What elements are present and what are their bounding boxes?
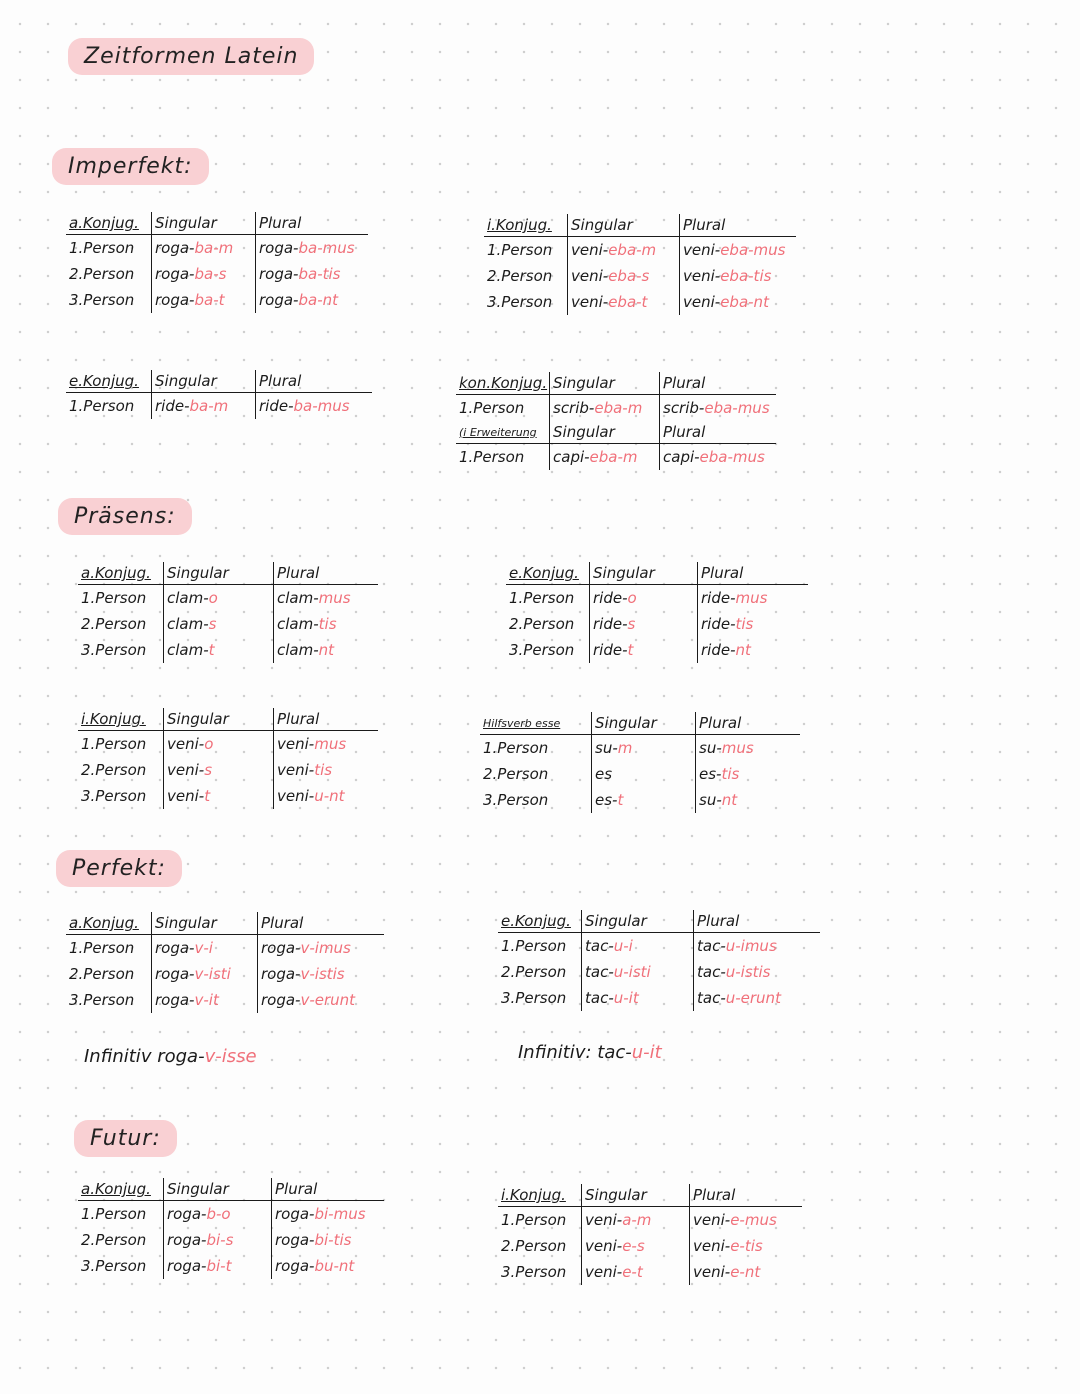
- conjugation-label: a.Konjug.: [81, 1180, 151, 1198]
- singular-ending: e-s: [622, 1237, 645, 1255]
- plural-ending: ba-mus: [293, 397, 350, 415]
- table-row: [66, 261, 368, 287]
- person-label: 2.Person: [81, 615, 147, 633]
- conjugation-label: e.Konjug.: [69, 372, 139, 390]
- table-row: [498, 985, 820, 1011]
- conjugation-label: a.Konjug.: [69, 914, 139, 932]
- singular-stem: roga-: [155, 239, 195, 257]
- person-label: 2.Person: [69, 265, 135, 283]
- person-label: 1.Person: [483, 739, 549, 757]
- person-label: 1.Person: [81, 1205, 147, 1223]
- plural-ending: mus: [735, 589, 768, 607]
- singular-stem: ride-: [593, 641, 628, 659]
- table-header: [66, 912, 384, 935]
- plural-ending: tis: [318, 615, 337, 633]
- plural-stem: veni-: [693, 1237, 731, 1255]
- person-label: 2.Person: [69, 965, 135, 983]
- table-header: [66, 370, 372, 393]
- plural-stem: veni-: [683, 267, 721, 285]
- singular-ending: eba-s: [608, 267, 650, 285]
- plural-ending: e-tis: [730, 1237, 763, 1255]
- person-label: 2.Person: [483, 765, 549, 783]
- table-row: [78, 611, 378, 637]
- plural-stem: veni-: [277, 787, 315, 805]
- plural-header: Plural: [697, 912, 740, 930]
- plural-stem: roga-: [261, 939, 301, 957]
- singular-ending: m: [617, 739, 633, 757]
- conjugation-label: a.Konjug.: [81, 564, 151, 582]
- singular-stem: capi-: [553, 448, 590, 466]
- person-label: 1.Person: [69, 939, 135, 957]
- singular-ending: u-i: [613, 937, 633, 955]
- singular-header: Singular: [585, 912, 647, 930]
- conjugation-label: e.Konjug.: [509, 564, 579, 582]
- singular-ending: u-it: [613, 989, 639, 1007]
- table-row: [456, 444, 776, 470]
- table-row: [66, 235, 368, 261]
- plural-header: Plural: [683, 216, 726, 234]
- person-label: 1.Person: [459, 448, 525, 466]
- conjugation-label: kon.Konjug.: [459, 374, 548, 392]
- table-imperfekt-kon-konjugation: [456, 372, 776, 470]
- table-row: [498, 959, 820, 985]
- table-row: [66, 393, 372, 419]
- singular-stem: roga-: [155, 291, 195, 309]
- table-row: [78, 1227, 384, 1253]
- singular-stem: clam-: [167, 615, 209, 633]
- person-label: 1.Person: [69, 397, 135, 415]
- plural-ending: eba-mus: [699, 448, 765, 466]
- heading-praesens: Präsens:: [58, 498, 192, 535]
- table-row: [484, 263, 796, 289]
- table-row: [78, 783, 378, 809]
- plural-ending: tis: [721, 765, 740, 783]
- table-row: [78, 731, 378, 757]
- singular-header: Singular: [553, 423, 615, 441]
- plural-ending: bi-mus: [314, 1205, 366, 1223]
- plural-stem: ride-: [701, 641, 736, 659]
- table-header: [506, 562, 808, 585]
- conjugation-label: e.Konjug.: [501, 912, 571, 930]
- table-row: [506, 637, 808, 663]
- singular-header: Singular: [553, 374, 615, 392]
- plural-stem: ride-: [701, 615, 736, 633]
- singular-stem: roga-: [155, 991, 195, 1009]
- plural-header: Plural: [277, 564, 320, 582]
- singular-stem: scrib-: [553, 399, 595, 417]
- plural-ending: eba-tis: [720, 267, 772, 285]
- singular-stem: veni-: [571, 293, 609, 311]
- person-label: 1.Person: [459, 399, 525, 417]
- singular-ending: t: [617, 791, 624, 809]
- plural-stem: veni-: [693, 1263, 731, 1281]
- plural-stem: scrib-: [663, 399, 705, 417]
- plural-stem: capi-: [663, 448, 700, 466]
- plural-stem: es-: [699, 765, 722, 783]
- plural-ending: nt: [318, 641, 335, 659]
- table-imperfekt-i-konjugation: [484, 214, 796, 315]
- plural-stem: su-: [699, 739, 722, 757]
- plural-header: Plural: [663, 374, 706, 392]
- singular-ending: eba-m: [589, 448, 638, 466]
- table-perfekt-a-konjugation: [66, 912, 384, 1013]
- plural-ending: eba-mus: [720, 241, 786, 259]
- infinitive-ending: u-it: [631, 1042, 662, 1063]
- singular-stem: veni-: [571, 267, 609, 285]
- singular-ending: s: [627, 615, 636, 633]
- plural-ending: e-mus: [730, 1211, 777, 1229]
- plural-header: Plural: [259, 214, 302, 232]
- plural-stem: ride-: [701, 589, 736, 607]
- table-praesens-e-konjugation: [506, 562, 808, 663]
- table-praesens-a-konjugation: [78, 562, 378, 663]
- person-label: 1.Person: [81, 589, 147, 607]
- infinitive-ending: v-isse: [204, 1046, 257, 1067]
- plural-stem: roga-: [275, 1257, 315, 1275]
- plural-header: Plural: [261, 914, 304, 932]
- singular-ending: ba-s: [194, 265, 227, 283]
- plural-stem: veni-: [683, 293, 721, 311]
- singular-stem: su-: [595, 739, 618, 757]
- singular-stem: roga-: [155, 939, 195, 957]
- table-header: [484, 214, 796, 237]
- infinitive-a-konjugation: [84, 1046, 257, 1067]
- singular-stem: tac-: [585, 989, 614, 1007]
- plural-stem: veni-: [693, 1211, 731, 1229]
- singular-ending: t: [208, 641, 215, 659]
- table-row: [480, 761, 800, 787]
- singular-stem: tac-: [585, 937, 614, 955]
- page-title: Zeitformen Latein: [68, 38, 314, 75]
- conjugation-label: i.Konjug.: [501, 1186, 566, 1204]
- plural-ending: bi-tis: [314, 1231, 352, 1249]
- person-label: 3.Person: [487, 293, 553, 311]
- table-header-extension: [456, 421, 776, 444]
- plural-ending: mus: [721, 739, 754, 757]
- singular-stem: veni-: [585, 1263, 623, 1281]
- table-futur-a-konjugation: [78, 1178, 384, 1279]
- plural-ending: eba-mus: [704, 399, 770, 417]
- person-label: 1.Person: [487, 241, 553, 259]
- table-row: [480, 787, 800, 813]
- table-imperfekt-e-konjugation: [66, 370, 372, 419]
- infinitive-label: Infinitiv: [84, 1046, 152, 1067]
- singular-ending: ba-m: [189, 397, 229, 415]
- table-header: [78, 1178, 384, 1201]
- table-row: [78, 757, 378, 783]
- person-label: 2.Person: [501, 963, 567, 981]
- person-label: 3.Person: [509, 641, 575, 659]
- plural-stem: roga-: [259, 291, 299, 309]
- singular-stem: clam-: [167, 589, 209, 607]
- plural-stem: tac-: [697, 937, 726, 955]
- plural-ending: mus: [314, 735, 347, 753]
- singular-ending: ba-m: [194, 239, 234, 257]
- singular-header: Singular: [593, 564, 655, 582]
- table-row: [480, 735, 800, 761]
- singular-stem: veni-: [571, 241, 609, 259]
- plural-header: Plural: [699, 714, 742, 732]
- table-header: [78, 708, 378, 731]
- singular-ending: eba-m: [608, 241, 657, 259]
- table-header: [66, 212, 368, 235]
- heading-imperfekt: Imperfekt:: [52, 148, 209, 185]
- infinitive-label: Infinitiv:: [518, 1042, 592, 1063]
- plural-ending: nt: [735, 641, 751, 659]
- singular-ending: o: [627, 589, 637, 607]
- person-label: 1.Person: [81, 735, 147, 753]
- singular-header: Singular: [571, 216, 633, 234]
- singular-ending: bi-t: [206, 1257, 232, 1275]
- singular-header: Singular: [595, 714, 657, 732]
- table-row: [498, 1233, 802, 1259]
- singular-ending: v-isti: [194, 965, 231, 983]
- singular-ending: eba-t: [608, 293, 648, 311]
- plural-stem: ride-: [259, 397, 294, 415]
- plural-ending: eba-nt: [720, 293, 769, 311]
- person-label: 1.Person: [501, 937, 567, 955]
- infinitive-e-konjugation: [518, 1042, 662, 1063]
- plural-stem: veni-: [683, 241, 721, 259]
- singular-ending: v-it: [194, 991, 219, 1009]
- table-header: [480, 712, 800, 735]
- plural-header: Plural: [701, 564, 744, 582]
- singular-stem: ride-: [593, 615, 628, 633]
- infinitive-stem: tac-: [597, 1042, 632, 1063]
- singular-header: Singular: [167, 710, 229, 728]
- plural-stem: su-: [699, 791, 722, 809]
- plural-ending: u-istis: [725, 963, 771, 981]
- plural-stem: veni-: [277, 735, 315, 753]
- plural-stem: veni-: [277, 761, 315, 779]
- plural-ending: u-imus: [725, 937, 777, 955]
- plural-ending: ba-mus: [298, 239, 355, 257]
- person-label: 2.Person: [487, 267, 553, 285]
- plural-stem: roga-: [261, 991, 301, 1009]
- singular-stem: roga-: [167, 1257, 207, 1275]
- plural-ending: u-erunt: [725, 989, 781, 1007]
- singular-header: Singular: [167, 564, 229, 582]
- conjugation-label: (i Erweiterung: [459, 425, 537, 439]
- plural-ending: e-nt: [730, 1263, 761, 1281]
- plural-ending: nt: [721, 791, 738, 809]
- conjugation-label: i.Konjug.: [81, 710, 146, 728]
- person-label: 3.Person: [81, 1257, 147, 1275]
- person-label: 3.Person: [501, 989, 567, 1007]
- singular-ending: o: [204, 735, 214, 753]
- plural-stem: roga-: [275, 1231, 315, 1249]
- singular-ending: ba-t: [194, 291, 225, 309]
- singular-ending: b-o: [206, 1205, 231, 1223]
- singular-stem: veni-: [585, 1237, 623, 1255]
- plural-stem: roga-: [259, 265, 299, 283]
- table-row: [484, 237, 796, 263]
- person-label: 3.Person: [483, 791, 549, 809]
- table-row: [498, 1207, 802, 1233]
- table-row: [78, 585, 378, 611]
- singular-stem: tac-: [585, 963, 614, 981]
- singular-ending: o: [208, 589, 218, 607]
- table-row: [484, 289, 796, 315]
- plural-ending: v-imus: [300, 939, 351, 957]
- table-perfekt-e-konjugation: [498, 910, 820, 1011]
- plural-stem: roga-: [261, 965, 301, 983]
- plural-header: Plural: [275, 1180, 318, 1198]
- table-row: [506, 611, 808, 637]
- person-label: 3.Person: [81, 641, 147, 659]
- person-label: 2.Person: [81, 1231, 147, 1249]
- table-header: [498, 1184, 802, 1207]
- singular-ending: v-i: [194, 939, 213, 957]
- person-label: 1.Person: [69, 239, 135, 257]
- person-label: 2.Person: [501, 1237, 567, 1255]
- plural-header: Plural: [277, 710, 320, 728]
- singular-ending: s: [208, 615, 217, 633]
- singular-ending: e-t: [622, 1263, 643, 1281]
- plural-ending: u-nt: [314, 787, 345, 805]
- singular-stem: ride-: [593, 589, 628, 607]
- plural-ending: ba-tis: [298, 265, 341, 283]
- singular-stem: veni-: [585, 1211, 623, 1229]
- plural-ending: ba-nt: [298, 291, 338, 309]
- heading-perfekt: Perfekt:: [56, 850, 182, 887]
- singular-stem: roga-: [167, 1205, 207, 1223]
- plural-header: Plural: [259, 372, 302, 390]
- singular-stem: veni-: [167, 735, 205, 753]
- plural-stem: clam-: [277, 589, 319, 607]
- singular-ending: t: [627, 641, 634, 659]
- table-header: [456, 372, 776, 395]
- table-futur-i-konjugation: [498, 1184, 802, 1285]
- conjugation-label: Hilfsverb esse: [483, 716, 561, 730]
- plural-stem: tac-: [697, 989, 726, 1007]
- person-label: 3.Person: [69, 991, 135, 1009]
- plural-header: Plural: [693, 1186, 736, 1204]
- singular-stem: roga-: [167, 1231, 207, 1249]
- singular-header: Singular: [585, 1186, 647, 1204]
- singular-stem: veni-: [167, 761, 205, 779]
- table-row: [78, 1253, 384, 1279]
- table-row: [66, 935, 384, 961]
- singular-header: Singular: [155, 214, 217, 232]
- plural-stem: tac-: [697, 963, 726, 981]
- table-row: [66, 987, 384, 1013]
- plural-stem: clam-: [277, 615, 319, 633]
- plural-ending: tis: [314, 761, 333, 779]
- plural-ending: v-erunt: [300, 991, 356, 1009]
- table-row: [66, 961, 384, 987]
- table-row: [498, 933, 820, 959]
- table-row: [506, 585, 808, 611]
- plural-ending: bu-nt: [314, 1257, 355, 1275]
- table-praesens-esse: [480, 712, 800, 813]
- plural-ending: mus: [318, 589, 351, 607]
- singular-ending: a-m: [622, 1211, 652, 1229]
- table-row: [498, 1259, 802, 1285]
- singular-header: Singular: [155, 372, 217, 390]
- heading-futur: Futur:: [74, 1120, 177, 1157]
- table-row: [78, 637, 378, 663]
- singular-stem: ride-: [155, 397, 190, 415]
- plural-ending: v-istis: [300, 965, 345, 983]
- table-header: [498, 910, 820, 933]
- singular-stem: es-: [595, 791, 618, 809]
- plural-header: Plural: [663, 423, 706, 441]
- person-label: 3.Person: [501, 1263, 567, 1281]
- table-imperfekt-a-konjugation: [66, 212, 368, 313]
- table-row: [66, 287, 368, 313]
- plural-stem: roga-: [275, 1205, 315, 1223]
- singular-ending: eba-m: [594, 399, 643, 417]
- person-label: 2.Person: [509, 615, 575, 633]
- table-praesens-i-konjugation: [78, 708, 378, 809]
- singular-stem: veni-: [167, 787, 205, 805]
- singular-header: Singular: [167, 1180, 229, 1198]
- singular-ending: s: [204, 761, 213, 779]
- plural-ending: tis: [735, 615, 754, 633]
- plural-stem: roga-: [259, 239, 299, 257]
- singular-header: Singular: [155, 914, 217, 932]
- table-row: [78, 1201, 384, 1227]
- person-label: 1.Person: [509, 589, 575, 607]
- person-label: 3.Person: [69, 291, 135, 309]
- singular-stem: roga-: [155, 965, 195, 983]
- table-header: [78, 562, 378, 585]
- table-row: [456, 395, 776, 421]
- singular-ending: bi-s: [206, 1231, 234, 1249]
- singular-stem: roga-: [155, 265, 195, 283]
- singular-stem: clam-: [167, 641, 209, 659]
- person-label: 1.Person: [501, 1211, 567, 1229]
- person-label: 2.Person: [81, 761, 147, 779]
- singular-stem: es: [595, 765, 613, 783]
- person-label: 3.Person: [81, 787, 147, 805]
- plural-stem: clam-: [277, 641, 319, 659]
- singular-ending: t: [204, 787, 211, 805]
- infinitive-stem: roga-: [157, 1046, 205, 1067]
- conjugation-label: i.Konjug.: [487, 216, 552, 234]
- singular-ending: u-isti: [613, 963, 651, 981]
- conjugation-label: a.Konjug.: [69, 214, 139, 232]
